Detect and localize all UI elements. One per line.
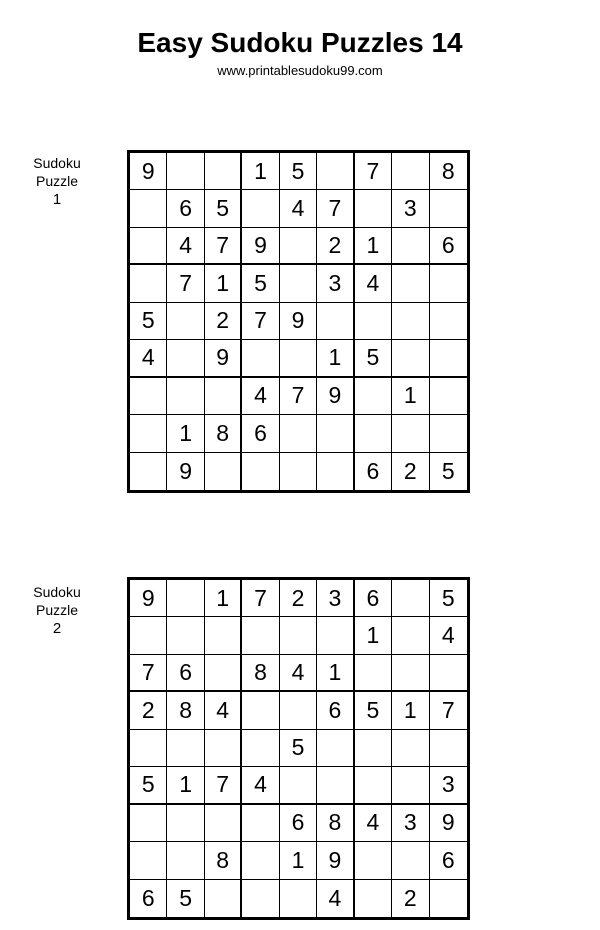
given-cell: 5: [242, 265, 279, 302]
empty-cell[interactable]: [430, 730, 467, 767]
empty-cell[interactable]: [242, 730, 279, 767]
given-cell: 4: [242, 767, 279, 804]
empty-cell[interactable]: [242, 340, 279, 377]
given-cell: 8: [205, 842, 242, 879]
empty-cell[interactable]: [205, 730, 242, 767]
given-cell: 2: [317, 228, 354, 265]
given-cell: 1: [355, 617, 392, 654]
given-cell: 4: [355, 805, 392, 842]
given-cell: 6: [355, 580, 392, 617]
given-cell: 1: [167, 767, 204, 804]
given-cell: 7: [430, 692, 467, 729]
empty-cell[interactable]: [392, 303, 429, 340]
given-cell: 1: [242, 153, 279, 190]
given-cell: 6: [242, 415, 279, 452]
given-cell: 1: [280, 842, 317, 879]
empty-cell[interactable]: [317, 617, 354, 654]
given-cell: 7: [167, 265, 204, 302]
empty-cell[interactable]: [130, 415, 167, 452]
empty-cell[interactable]: [280, 265, 317, 302]
empty-cell[interactable]: [280, 453, 317, 490]
empty-cell[interactable]: [130, 265, 167, 302]
given-cell: 5: [130, 303, 167, 340]
given-cell: 4: [280, 190, 317, 227]
given-cell: 6: [167, 190, 204, 227]
given-cell: 9: [430, 805, 467, 842]
empty-cell[interactable]: [392, 617, 429, 654]
puzzle-2-label-line1: Sudoku: [33, 584, 81, 600]
given-cell: 3: [392, 190, 429, 227]
empty-cell[interactable]: [392, 655, 429, 692]
given-cell: 1: [205, 265, 242, 302]
given-cell: 5: [130, 767, 167, 804]
empty-cell[interactable]: [392, 842, 429, 879]
given-cell: 2: [392, 880, 429, 917]
given-cell: 1: [392, 692, 429, 729]
empty-cell[interactable]: [205, 655, 242, 692]
empty-cell[interactable]: [205, 153, 242, 190]
empty-cell[interactable]: [317, 415, 354, 452]
empty-cell[interactable]: [242, 805, 279, 842]
empty-cell[interactable]: [392, 340, 429, 377]
empty-cell[interactable]: [242, 190, 279, 227]
given-cell: 5: [280, 153, 317, 190]
given-cell: 9: [205, 340, 242, 377]
puzzle-1-number: 1: [52, 191, 62, 208]
puzzle-2-number: 2: [52, 620, 62, 637]
empty-cell[interactable]: [167, 303, 204, 340]
given-cell: 6: [317, 692, 354, 729]
given-cell: 3: [392, 805, 429, 842]
given-cell: 5: [355, 692, 392, 729]
given-cell: 3: [317, 580, 354, 617]
empty-cell[interactable]: [130, 842, 167, 879]
empty-cell[interactable]: [355, 842, 392, 879]
empty-cell[interactable]: [355, 767, 392, 804]
empty-cell[interactable]: [317, 730, 354, 767]
empty-cell[interactable]: [355, 880, 392, 917]
given-cell: 7: [280, 378, 317, 415]
puzzle-1-label-line1: Sudoku: [33, 155, 81, 171]
puzzle-1-label: [22, 154, 92, 210]
given-cell: 5: [280, 730, 317, 767]
empty-cell[interactable]: [242, 880, 279, 917]
given-cell: 7: [205, 767, 242, 804]
empty-cell[interactable]: [430, 880, 467, 917]
given-cell: 9: [280, 303, 317, 340]
empty-cell[interactable]: [392, 580, 429, 617]
given-cell: 1: [392, 378, 429, 415]
given-cell: 4: [167, 228, 204, 265]
given-cell: 8: [317, 805, 354, 842]
given-cell: 2: [280, 580, 317, 617]
empty-cell[interactable]: [167, 730, 204, 767]
given-cell: 9: [242, 228, 279, 265]
given-cell: 8: [205, 415, 242, 452]
empty-cell[interactable]: [430, 378, 467, 415]
given-cell: 9: [167, 453, 204, 490]
given-cell: 1: [167, 415, 204, 452]
given-cell: 5: [355, 340, 392, 377]
empty-cell[interactable]: [392, 265, 429, 302]
given-cell: 4: [430, 617, 467, 654]
given-cell: 6: [167, 655, 204, 692]
puzzle-2-label: [22, 583, 92, 639]
given-cell: 7: [317, 190, 354, 227]
empty-cell[interactable]: [430, 190, 467, 227]
empty-cell[interactable]: [130, 228, 167, 265]
empty-cell[interactable]: [317, 303, 354, 340]
given-cell: 9: [317, 842, 354, 879]
given-cell: 5: [167, 880, 204, 917]
empty-cell[interactable]: [317, 767, 354, 804]
empty-cell[interactable]: [130, 190, 167, 227]
given-cell: 6: [430, 228, 467, 265]
given-cell: 2: [205, 303, 242, 340]
given-cell: 8: [242, 655, 279, 692]
given-cell: 3: [317, 265, 354, 302]
given-cell: 7: [355, 153, 392, 190]
empty-cell[interactable]: [167, 153, 204, 190]
given-cell: 7: [205, 228, 242, 265]
empty-cell[interactable]: [392, 730, 429, 767]
given-cell: 4: [130, 340, 167, 377]
given-cell: 7: [242, 580, 279, 617]
given-cell: 6: [280, 805, 317, 842]
empty-cell[interactable]: [167, 340, 204, 377]
given-cell: 3: [430, 767, 467, 804]
given-cell: 8: [167, 692, 204, 729]
empty-cell[interactable]: [355, 730, 392, 767]
empty-cell[interactable]: [242, 842, 279, 879]
given-cell: 7: [242, 303, 279, 340]
given-cell: 6: [430, 842, 467, 879]
empty-cell[interactable]: [205, 880, 242, 917]
empty-cell[interactable]: [280, 415, 317, 452]
empty-cell[interactable]: [355, 378, 392, 415]
empty-cell[interactable]: [130, 617, 167, 654]
empty-cell[interactable]: [167, 842, 204, 879]
empty-cell[interactable]: [167, 378, 204, 415]
empty-cell[interactable]: [280, 340, 317, 377]
empty-cell[interactable]: [242, 692, 279, 729]
given-cell: 2: [392, 453, 429, 490]
empty-cell[interactable]: [355, 415, 392, 452]
website-url: www.printablesudoku99.com: [217, 63, 383, 78]
empty-cell[interactable]: [167, 580, 204, 617]
given-cell: 4: [205, 692, 242, 729]
puzzle-2-label-line2: Puzzle: [35, 602, 79, 618]
given-cell: 9: [130, 153, 167, 190]
empty-cell[interactable]: [280, 617, 317, 654]
empty-cell[interactable]: [130, 453, 167, 490]
empty-cell[interactable]: [430, 340, 467, 377]
sudoku-grid-1: [127, 150, 470, 493]
empty-cell[interactable]: [355, 190, 392, 227]
given-cell: 1: [355, 228, 392, 265]
empty-cell[interactable]: [392, 767, 429, 804]
given-cell: 2: [130, 692, 167, 729]
given-cell: 9: [317, 378, 354, 415]
empty-cell[interactable]: [392, 228, 429, 265]
empty-cell[interactable]: [430, 415, 467, 452]
empty-cell[interactable]: [205, 453, 242, 490]
given-cell: 4: [280, 655, 317, 692]
empty-cell[interactable]: [205, 617, 242, 654]
empty-cell[interactable]: [430, 303, 467, 340]
empty-cell[interactable]: [280, 692, 317, 729]
empty-cell[interactable]: [430, 265, 467, 302]
empty-cell[interactable]: [355, 655, 392, 692]
empty-cell[interactable]: [130, 730, 167, 767]
empty-cell[interactable]: [355, 303, 392, 340]
given-cell: 1: [317, 655, 354, 692]
given-cell: 1: [205, 580, 242, 617]
given-cell: 9: [130, 580, 167, 617]
empty-cell[interactable]: [280, 880, 317, 917]
empty-cell[interactable]: [130, 378, 167, 415]
given-cell: 4: [317, 880, 354, 917]
given-cell: 5: [205, 190, 242, 227]
empty-cell[interactable]: [280, 767, 317, 804]
empty-cell[interactable]: [242, 453, 279, 490]
empty-cell[interactable]: [392, 415, 429, 452]
empty-cell[interactable]: [167, 805, 204, 842]
given-cell: 6: [130, 880, 167, 917]
given-cell: 5: [430, 580, 467, 617]
empty-cell[interactable]: [242, 617, 279, 654]
puzzle-1-label-line2: Puzzle: [35, 173, 79, 189]
given-cell: 4: [355, 265, 392, 302]
empty-cell[interactable]: [205, 805, 242, 842]
empty-cell[interactable]: [430, 655, 467, 692]
given-cell: 4: [242, 378, 279, 415]
empty-cell[interactable]: [280, 228, 317, 265]
given-cell: 6: [355, 453, 392, 490]
empty-cell[interactable]: [392, 153, 429, 190]
empty-cell[interactable]: [317, 153, 354, 190]
page-title: Easy Sudoku Puzzles 14: [137, 27, 463, 58]
given-cell: 8: [430, 153, 467, 190]
given-cell: 5: [441, 457, 455, 484]
sudoku-grid-2: [127, 577, 470, 920]
empty-cell[interactable]: [317, 453, 354, 490]
given-cell: 7: [130, 655, 167, 692]
given-cell: 1: [317, 340, 354, 377]
empty-cell[interactable]: [130, 805, 167, 842]
empty-cell[interactable]: [205, 378, 242, 415]
empty-cell[interactable]: [167, 617, 204, 654]
